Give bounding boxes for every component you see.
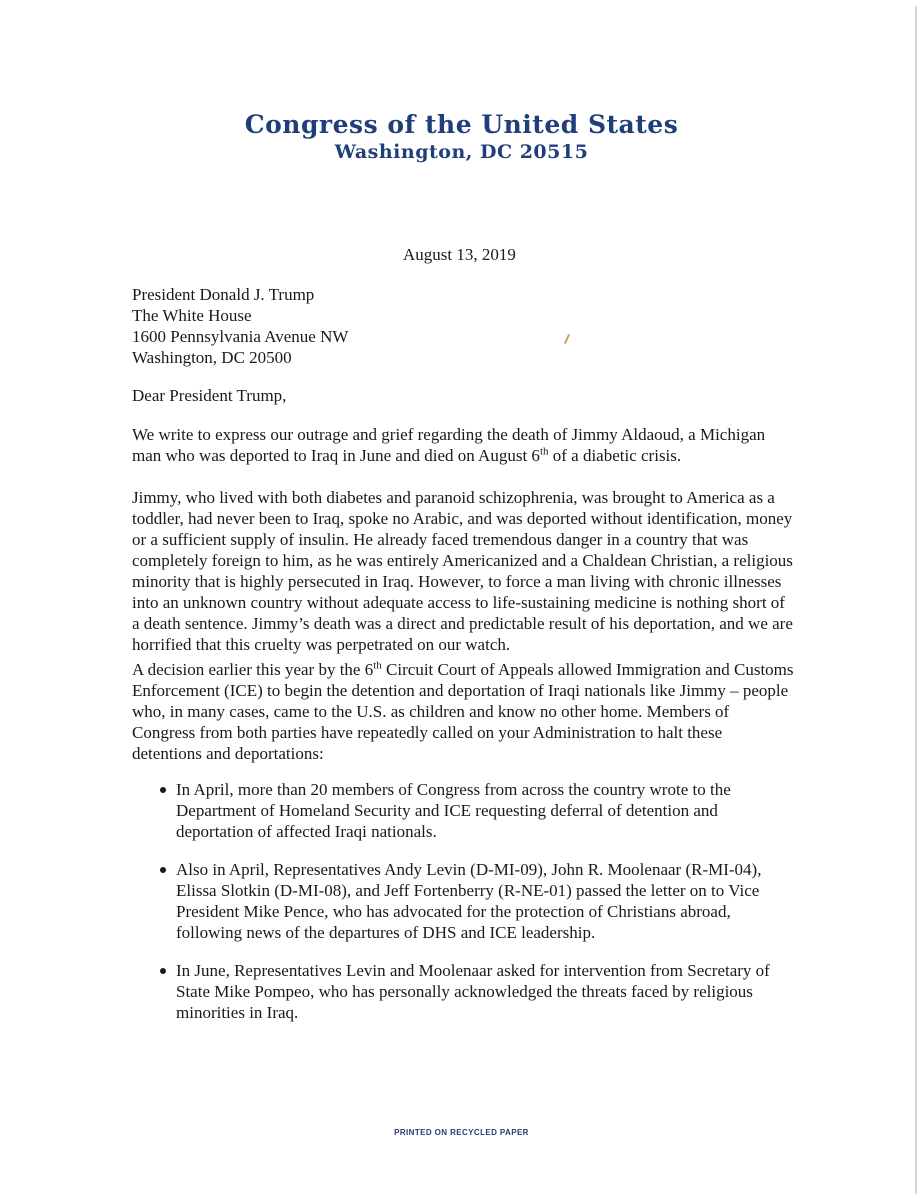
- letter-date: August 13, 2019: [403, 245, 516, 264]
- paragraph-text: of a diabetic crisis.: [548, 446, 682, 465]
- paragraph-text: Circuit Court of Appeals allowed Immigration and Customs Enforcement (ICE) to begin the detention and deportation of Iraqi nationals like Jimmy – people who, in many cases, came to the U.S. as children and know no other home. Members of Congress from both parties have repeatedly called on your Administration to halt these detentions and deportations:: [132, 660, 794, 763]
- letterhead-title: Congress of the United States: [244, 110, 679, 139]
- recipient-line: The White House: [132, 306, 252, 325]
- ordinal-suffix: th: [373, 659, 382, 672]
- recipient-address: [132, 284, 348, 368]
- recipient-line: 1600 Pennsylvania Avenue NW: [132, 327, 349, 346]
- recipient-line: Washington, DC 20500: [132, 348, 292, 367]
- paragraph-text: A decision earlier this year by the 6: [132, 660, 374, 679]
- paragraph-2: Jimmy, who lived with both diabetes and paranoid schizophrenia, was brought to America as a toddler, had never been to Iraq, spoke no Arabic, and was deported without identification, money or a sufficient supply of insulin. He already faced tremendous danger in a country that was completely foreign to him, as he was entirely Americanized and a Chaldean Christian, a religious minority that is highly persecuted in Iraq. However, to force a man living with chronic illnesses into an unknown country without adequate access to life-sustaining medicine is nothing short of a death sentence. Jimmy’s death was a direct and predictable result of his deportation, and we are horrified that this cruelty was perpetrated on our watch.: [132, 488, 793, 654]
- ordinal-suffix: th: [539, 445, 549, 458]
- paragraph-1: [132, 424, 796, 466]
- paragraph-text: We write to express our outrage and grief regarding the death of Jimmy Aldaoud, a Michigan man who was deported to Iraq in June and died on August 6: [132, 425, 766, 465]
- recycled-paper-notice: PRINTED ON RECYCLED PAPER: [394, 1128, 529, 1137]
- paragraph-3: [132, 659, 796, 764]
- recipient-line: President Donald J. Trump: [132, 285, 315, 304]
- bullet-marker: [160, 968, 166, 974]
- bullet-item: Also in April, Representatives Andy Levin (D-MI-09), John R. Moolenaar (R-MI-04), Elissa Slotkin (D-MI-08), and Jeff Fortenberry (R-NE-01) passed the letter on to Vice President Mike Pence, who has advocated for the protection of Christians abroad, following news of the departures of DHS and ICE leadership.: [176, 860, 762, 942]
- letterhead-subtitle: Washington, DC 20515: [334, 141, 589, 163]
- bullet-marker: [160, 867, 166, 873]
- bullet-item: In June, Representatives Levin and Moolenaar asked for intervention from Secretary of State Mike Pompeo, who has personally acknowledged the threats faced by religious minorities in Iraq.: [176, 961, 770, 1022]
- bullet-item: In April, more than 20 members of Congress from across the country wrote to the Department of Homeland Security and ICE requesting deferral of detention and deportation of affected Iraqi nationals.: [176, 780, 731, 841]
- salutation: Dear President Trump,: [132, 386, 287, 405]
- bullet-marker: [160, 787, 166, 793]
